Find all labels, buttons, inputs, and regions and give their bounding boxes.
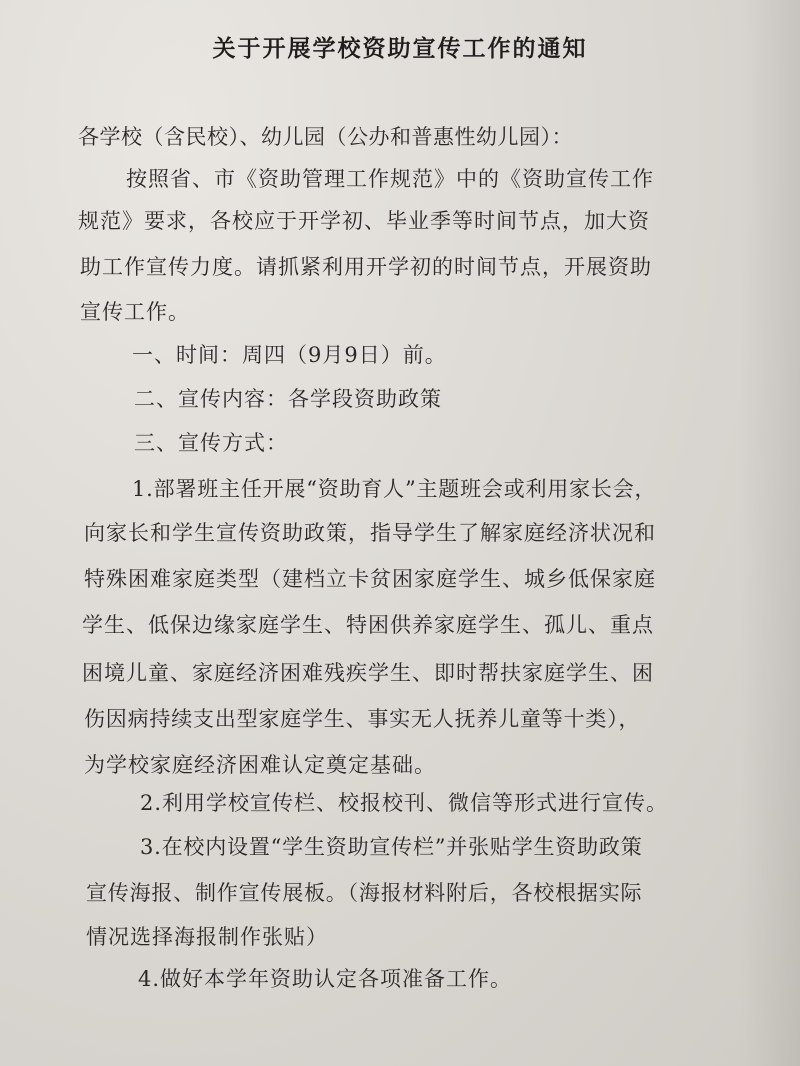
- method1-line-7: 为学校家庭经济困难认定奠定基础。: [84, 753, 436, 777]
- item-content: 二、宣传内容：各学段资助政策: [134, 387, 442, 411]
- item-method: 三、宣传方式：: [134, 431, 288, 455]
- method1-line-1: 1.部署班主任开展“资助育人”主题班会或利用家长会，: [132, 477, 657, 501]
- method1-line-3: 特殊困难家庭类型（建档立卡贫困家庭学生、城乡低保家庭: [84, 567, 656, 591]
- method3-line-2: 宣传海报、制作宣传展板。（海报材料附后，各校根据实际: [86, 881, 643, 905]
- method3-line-3: 情况选择海报制作张贴）: [86, 925, 328, 949]
- method2-line: 2.利用学校宣传栏、校报校刊、微信等形式进行宣传。: [140, 791, 669, 815]
- intro-line-1: 按照省、市《资助管理工作规范》中的《资助宣传工作: [126, 167, 654, 191]
- intro-line-2: 规范》要求，各校应于开学初、毕业季等时间节点，加大资: [78, 209, 650, 233]
- method3-line-1: 3.在校内设置“学生资助宣传栏”并张贴学生资助政策: [140, 835, 643, 859]
- method4-line: 4.做好本学年资助认定各项准备工作。: [138, 967, 513, 991]
- intro-line-4: 宣传工作。: [80, 300, 190, 324]
- method1-line-5: 困境儿童、家庭经济困难残疾学生、即时帮扶家庭学生、困: [82, 661, 654, 685]
- method1-line-4: 学生、低保边缘家庭学生、特困供养家庭学生、孤儿、重点: [82, 613, 654, 637]
- item-time: 一、时间：周四（9月9日）前。: [132, 343, 447, 367]
- method1-line-6: 伤因病持续支出型家庭学生、事实无人抚养儿童等十类），: [84, 707, 641, 731]
- greeting-line: 各学校（含民校）、幼儿园（公办和普惠性幼儿园）：: [78, 125, 573, 149]
- document-title: 关于开展学校资助宣传工作的通知: [212, 35, 588, 62]
- intro-line-3: 助工作宣传力度。请抓紧利用开学初的时间节点，开展资助: [80, 255, 652, 279]
- method1-line-2: 向家长和学生宣传资助政策，指导学生了解家庭经济状况和: [84, 521, 656, 545]
